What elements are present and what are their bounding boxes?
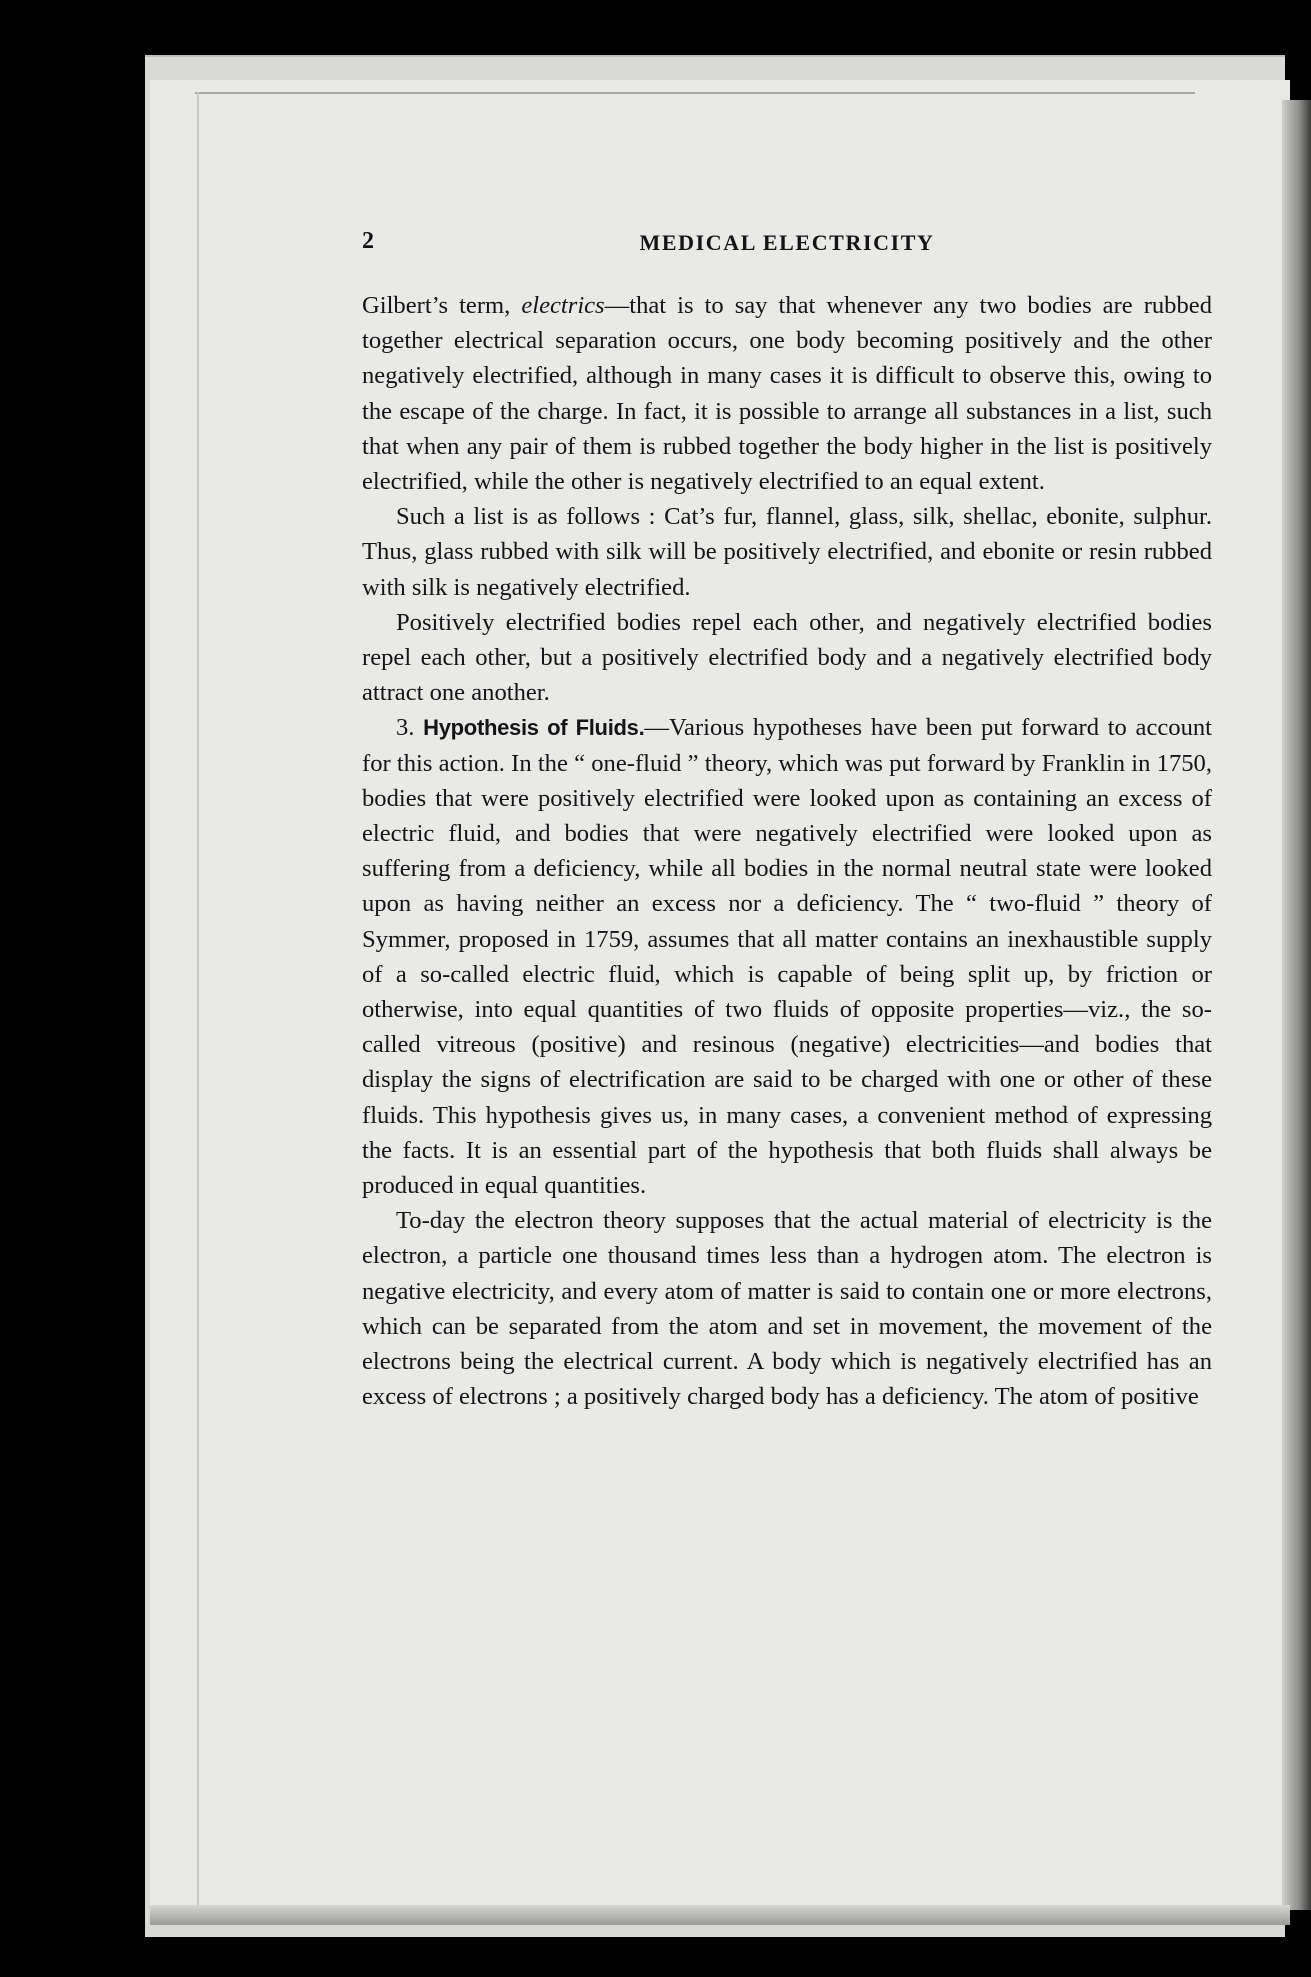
paragraph-1-text: —that is to say that whenever any two bodies are rubbed together electrical separation occurs, one body becoming positively and the other negatively electrified, although in many cases it is difficult to observe this, owing to the escape of the charge. In fact, it is possible to arrange all substances in a list, such that when any pair of them is rubbed together the body higher in the list is positively electrified, while the other is negatively electrified to an equal extent. — [362, 292, 1212, 496]
paragraph-5: To-day the electron theory supposes that the actual material of electricity is the electron, a particle one thousand times less than a hydrogen atom. The electron is negative electricity, and every atom of matter is said to contain one or more electrons, which can be separated from the atom and set in movement, the movement of the electrons being the electrical current. A body which is negatively electrified has an excess of electrons ; a positively charged body has a deficiency. The atom of positive — [362, 1207, 1212, 1411]
paragraph-3: Positively electrified bodies repel each other, and negatively electrified bodies repel each other, but a positively electrified body and a negatively electrified body attract one another. — [362, 608, 1212, 707]
page-top-edge — [195, 92, 1195, 94]
paragraph-1 — [362, 288, 1212, 499]
paragraph-2: Such a list is as follows : Cat’s fur, flannel, glass, silk, shellac, ebonite, sulphur. Thus, glass rubbed with silk will be positively electrified, and ebonite or resin rubbed with silk is negatively electrified. — [362, 503, 1212, 601]
body-text — [362, 288, 1212, 1415]
paragraph-4-text: —Various hypotheses have been put forward to account for this action. In the “ one-fluid ” theory, which was put forward by Franklin in 1750, bodies that were positively electrified were looked upon as containing an excess of electric fluid, and bodies that were negatively electrified were looked upon as suffering from a deficiency, while all bodies in the normal neutral state were looked upon as having neither an excess nor a deficiency. The “ two-fluid ” theory of Symmer, proposed in 1759, assumes that all matter contains an inexhaustible supply of a so-called electric fluid, which is capable of being split up, by friction or otherwise, into equal quantities of two fluids of opposite properties—viz., the so-called vitreous (positive) and resinous (negative) electricities—and bodies that display the signs of electrification are said to be charged with one or other of these fluids. This hypothesis gives us, in many cases, a convenient method of expressing the facts. It is an essential part of the hypothesis that both fluids shall always be produced in equal quantities. — [362, 714, 1213, 1200]
page-header — [362, 228, 1212, 268]
page-fore-edge — [1282, 100, 1311, 1910]
running-head: MEDICAL ELECTRICITY — [639, 230, 935, 255]
term-electrics: electrics — [521, 292, 605, 319]
paragraph-1-lead: Gilbert’s term, — [362, 292, 522, 319]
page-bottom-edge — [150, 1905, 1290, 1925]
page-number: 2 — [362, 228, 374, 254]
paragraph-4 — [362, 710, 1212, 1203]
section-number: 3. — [396, 714, 424, 742]
section-heading: Hypothesis of Fluids. — [423, 715, 645, 741]
page-gutter-edge — [197, 92, 199, 1907]
